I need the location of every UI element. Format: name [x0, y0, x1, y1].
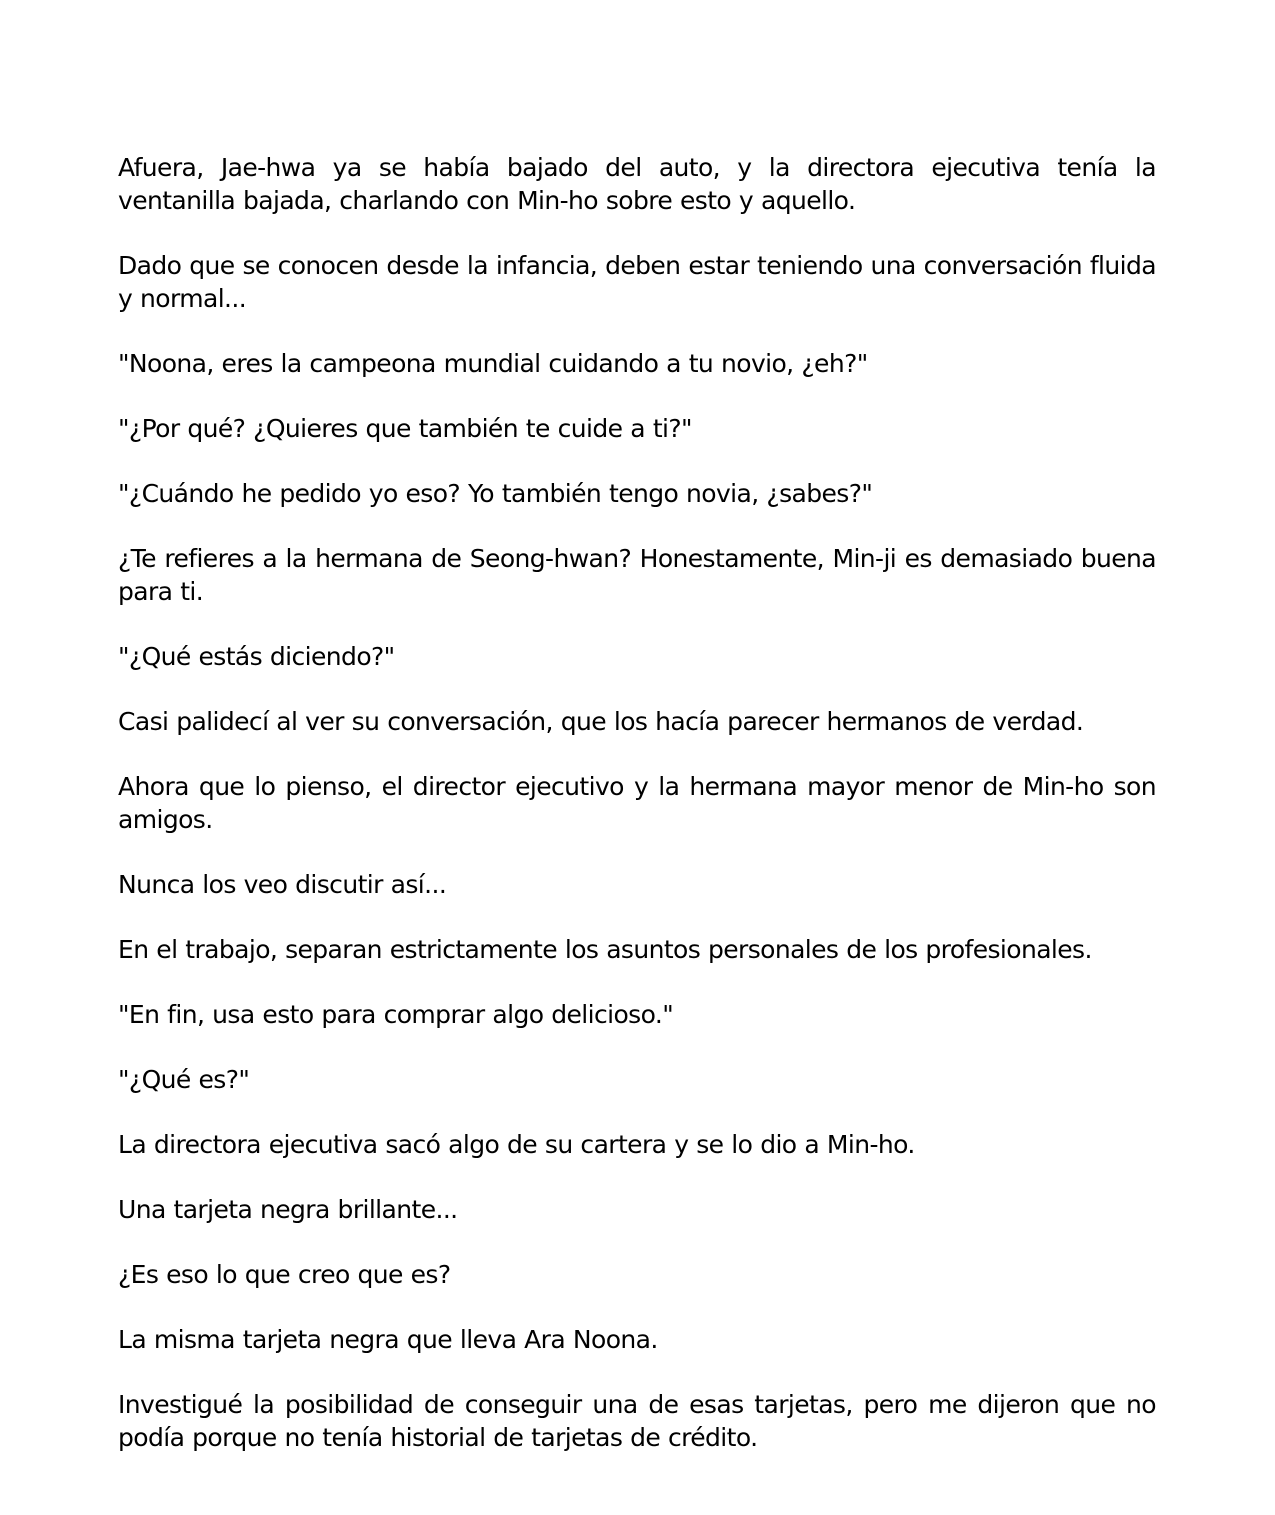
paragraph-2: Dado que se conocen desde la infancia, deben estar teniendo una conversación fluida y normal... — [118, 251, 1156, 313]
paragraph-12: "En fin, usa esto para comprar algo delicioso." — [118, 1000, 674, 1029]
paragraph-3: "Noona, eres la campeona mundial cuidando a tu novio, ¿eh?" — [118, 349, 868, 378]
paragraph-4: "¿Por qué? ¿Quieres que también te cuide a ti?" — [118, 414, 692, 443]
document-page — [118, 151, 1156, 1486]
paragraph-9: Ahora que lo pienso, el director ejecutivo y la hermana mayor menor de Min-ho son amigos. — [118, 772, 1156, 834]
paragraph-17: La misma tarjeta negra que lleva Ara Noona. — [118, 1325, 658, 1354]
paragraph-10: Nunca los veo discutir así... — [118, 870, 447, 899]
paragraph-5: "¿Cuándo he pedido yo eso? Yo también tengo novia, ¿sabes?" — [118, 479, 873, 508]
paragraph-6: ¿Te refieres a la hermana de Seong-hwan? Honestamente, Min-ji es demasiado buena para ti. — [118, 544, 1156, 606]
paragraph-14: La directora ejecutiva sacó algo de su cartera y se lo dio a Min-ho. — [118, 1130, 915, 1159]
paragraph-11: En el trabajo, separan estrictamente los asuntos personales de los profesionales. — [118, 935, 1092, 964]
paragraph-13: "¿Qué es?" — [118, 1065, 250, 1094]
paragraph-8: Casi palidecí al ver su conversación, que los hacía parecer hermanos de verdad. — [118, 707, 1084, 736]
paragraph-16: ¿Es eso lo que creo que es? — [118, 1260, 451, 1289]
paragraph-15: Una tarjeta negra brillante... — [118, 1195, 458, 1224]
paragraph-18: Investigué la posibilidad de conseguir una de esas tarjetas, pero me dijeron que no podía porque no tenía historial de tarjetas de crédito. — [118, 1390, 1156, 1452]
paragraph-1: Afuera, Jae-hwa ya se había bajado del auto, y la directora ejecutiva tenía la ventanilla bajada, charlando con Min-ho sobre esto y aquello. — [118, 153, 1156, 215]
paragraph-7: "¿Qué estás diciendo?" — [118, 642, 395, 671]
